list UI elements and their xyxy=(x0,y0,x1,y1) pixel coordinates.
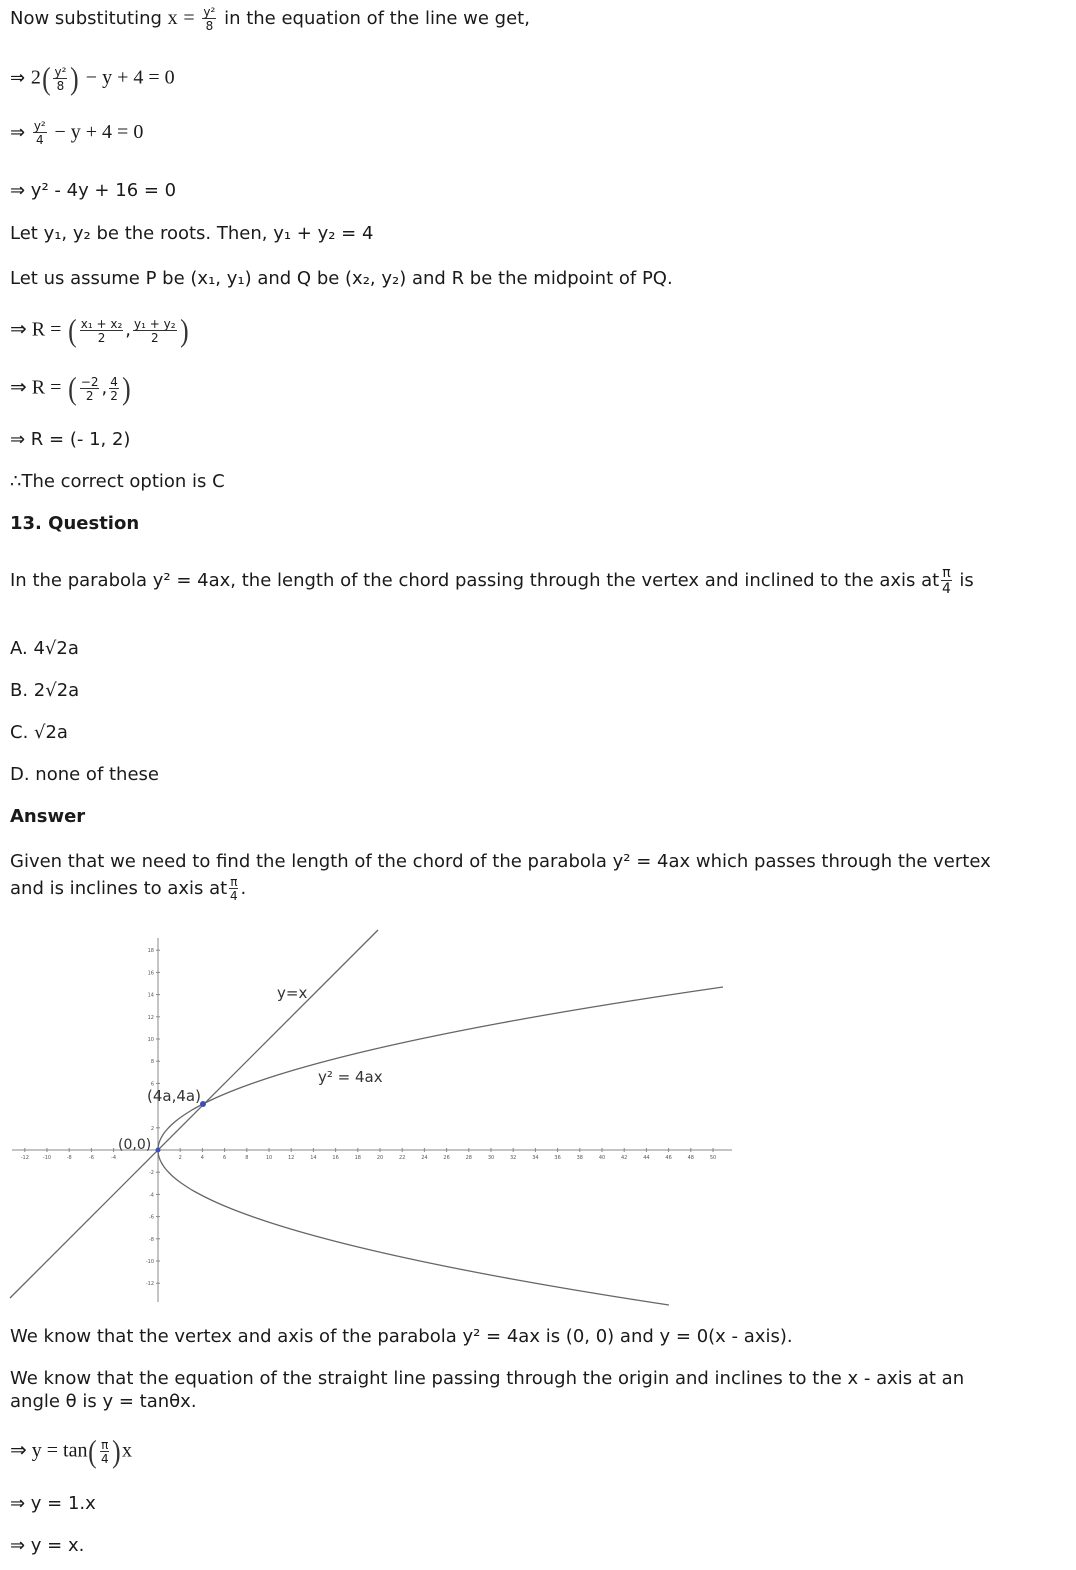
numerator: −2 xyxy=(80,374,99,389)
fraction xyxy=(133,318,177,344)
x-tick-label: 36 xyxy=(554,1155,561,1161)
x-tick-label: 32 xyxy=(510,1155,517,1161)
x-tick-label: 12 xyxy=(288,1155,295,1161)
implies-arrow: ⇒ xyxy=(10,122,26,143)
option-a: A. 4√2a xyxy=(10,638,79,659)
answer-paragraph: Given that we need to find the length of the chord of the parabola y² = 4ax which passes through the vertex xyxy=(10,851,991,872)
paren: ( xyxy=(68,370,77,406)
x-tick-label: -10 xyxy=(42,1155,52,1161)
text: and is inclines to axis at xyxy=(10,878,228,899)
x-tick-label: 18 xyxy=(354,1155,361,1161)
y-tick-label: 18 xyxy=(147,948,154,955)
implies-arrow: ⇒ xyxy=(10,67,26,89)
numerator: y² xyxy=(203,5,216,19)
fraction xyxy=(33,120,47,146)
denominator: 2 xyxy=(97,330,106,345)
fraction xyxy=(941,566,951,596)
x-tick-label: 22 xyxy=(399,1155,406,1161)
y-tick-label: 10 xyxy=(147,1037,154,1043)
fraction xyxy=(202,6,216,32)
text-line: Let y₁, y₂ be the roots. Then, y₁ + y₂ = 4 xyxy=(10,223,374,244)
numerator: π xyxy=(230,875,238,889)
label-point: (4a,4a) xyxy=(147,1087,201,1105)
midpoint-values: ⇒ R = ( $\frac{-2}{2}$ , $\frac{4}{2}$ ) xyxy=(10,370,131,406)
math-lhs: ⇒ R = xyxy=(10,376,62,399)
midpoint-formula: ⇒ R = ( $\frac{\text{x₁ + x₂}}{2}$ , $\frac{\text{y₁ + y₂}}{2}$ ) xyxy=(10,312,189,348)
denominator: 4 xyxy=(230,889,238,903)
equation-line: ⇒ y² - 4y + 16 = 0 xyxy=(10,180,177,201)
denominator: 2 xyxy=(85,388,94,403)
equation-line: ⇒ y = 1.x xyxy=(10,1493,96,1514)
numerator: x₁ + x₂ xyxy=(80,316,123,331)
x-tick-label: 4 xyxy=(200,1155,204,1161)
answer-paragraph: angle θ is y = tanθx. xyxy=(10,1391,197,1412)
numerator: π xyxy=(942,565,951,581)
numerator: 4 xyxy=(110,374,118,389)
math-rest: − y + 4 = 0 xyxy=(54,121,144,143)
x-tick-label: 44 xyxy=(643,1155,650,1161)
question-text xyxy=(10,566,974,596)
text: In the parabola y² = 4ax, the length of the chord passing through the vertex and inclined to the axis at xyxy=(10,570,940,591)
fraction xyxy=(53,66,67,92)
math-eq: = xyxy=(183,7,195,29)
y-tick-label: -6 xyxy=(149,1214,154,1221)
math-rhs: x xyxy=(122,1439,133,1462)
paren: ) xyxy=(121,370,131,406)
fraction xyxy=(229,876,238,902)
denominator: 4 xyxy=(35,133,44,147)
x-tick-label: 16 xyxy=(332,1155,339,1161)
option-b: B. 2√2a xyxy=(10,680,80,701)
equation-line: ⇒ y = x. xyxy=(10,1535,85,1556)
y-tick-label: 2 xyxy=(150,1125,154,1132)
question-heading xyxy=(10,513,139,534)
line-y-equals-x xyxy=(10,930,378,1298)
denominator: 4 xyxy=(941,581,951,597)
y-tick-label: -4 xyxy=(149,1192,154,1199)
numerator: y₁ + y₂ xyxy=(134,316,176,331)
x-tick-label: 14 xyxy=(310,1155,317,1161)
y-tick-label: -8 xyxy=(149,1236,154,1243)
equation-line xyxy=(10,60,175,97)
x-tick-label: 30 xyxy=(487,1155,495,1161)
conclusion-line: ∴The correct option is C xyxy=(10,471,225,492)
denominator: 8 xyxy=(205,19,214,33)
x-tick-label: 2 xyxy=(178,1155,182,1161)
paren: ) xyxy=(70,60,79,96)
option-d: D. none of these xyxy=(10,764,159,785)
denominator: 8 xyxy=(56,78,65,93)
text: . xyxy=(240,878,247,899)
origin-point xyxy=(156,1148,161,1153)
text: Now substituting xyxy=(10,8,162,29)
equation-line xyxy=(10,1433,132,1470)
numerator: y² xyxy=(54,64,67,79)
substitution-line xyxy=(10,6,530,32)
text: in the equation of the line we get, xyxy=(224,8,530,29)
fraction xyxy=(109,376,119,402)
x-tick-label: -8 xyxy=(66,1155,72,1161)
math-rest: − y + 4 = 0 xyxy=(85,66,175,89)
result-line: ⇒ R = (- 1, 2) xyxy=(10,429,131,450)
answer-paragraph xyxy=(10,876,246,902)
x-tick-label: 24 xyxy=(421,1155,428,1161)
x-tick-label: 28 xyxy=(465,1155,472,1161)
x-tick-label: 40 xyxy=(598,1155,606,1161)
x-tick-label: 6 xyxy=(223,1155,227,1161)
x-tick-label: 20 xyxy=(376,1155,384,1161)
denominator: 2 xyxy=(150,330,159,345)
y-tick-label: 14 xyxy=(147,992,154,999)
math-x: x xyxy=(167,7,178,29)
label-line: y=x xyxy=(277,984,308,1002)
parabola-graph xyxy=(0,920,1076,1315)
x-tick-label: 42 xyxy=(621,1155,628,1161)
y-tick-label: -10 xyxy=(145,1259,154,1265)
x-tick-label: 8 xyxy=(245,1155,249,1161)
denominator: 4 xyxy=(100,1451,109,1466)
heading-text: 13. Question xyxy=(10,513,140,534)
fraction xyxy=(80,318,124,344)
x-tick-label: 10 xyxy=(265,1155,273,1161)
label-parabola: y² = 4ax xyxy=(318,1068,383,1086)
answer-heading xyxy=(10,806,85,827)
label-origin: (0,0) xyxy=(118,1137,152,1153)
y-tick-label: 16 xyxy=(147,970,154,977)
x-tick-label: -12 xyxy=(20,1155,29,1161)
x-tick-label: 46 xyxy=(665,1155,672,1161)
y-tick-label: -2 xyxy=(149,1170,154,1177)
fraction xyxy=(100,1439,109,1465)
x-tick-label: -4 xyxy=(111,1155,117,1161)
x-tick-label: 50 xyxy=(709,1155,717,1161)
equation-line xyxy=(10,120,143,146)
y-tick-label: -12 xyxy=(145,1281,154,1288)
option-c: C. √2a xyxy=(10,722,68,743)
answer-paragraph: We know that the equation of the straight line passing through the origin and inclines to the x - axis at an xyxy=(10,1368,965,1389)
paren: ( xyxy=(88,1433,98,1469)
heading-text: Answer xyxy=(10,806,86,827)
text: is xyxy=(959,570,974,591)
y-tick-label: 12 xyxy=(147,1014,154,1021)
y-tick-label: 8 xyxy=(150,1059,154,1066)
x-tick-label: 26 xyxy=(443,1155,450,1161)
x-tick-label: 38 xyxy=(576,1155,583,1161)
y-tick-label: 6 xyxy=(150,1081,154,1088)
fraction xyxy=(80,376,100,402)
numerator: y² xyxy=(33,119,46,133)
answer-paragraph: We know that the vertex and axis of the parabola y² = 4ax is (0, 0) and y = 0(x - axis). xyxy=(10,1326,793,1347)
x-tick-label: 34 xyxy=(532,1155,539,1161)
denominator: 2 xyxy=(110,388,118,403)
math-lhs: ⇒ y = tan xyxy=(10,1439,88,1462)
paren: ) xyxy=(179,312,189,348)
x-tick-label: -6 xyxy=(88,1155,94,1161)
coefficient: 2 xyxy=(30,66,41,89)
parabola-curve xyxy=(158,987,723,1305)
paren: ) xyxy=(112,1433,121,1469)
paren: ( xyxy=(41,60,51,96)
numerator: π xyxy=(101,1437,109,1452)
x-tick-label: 48 xyxy=(687,1155,694,1161)
math-lhs: ⇒ R = xyxy=(10,318,62,341)
paren: ( xyxy=(68,312,77,348)
text-line: Let us assume P be (x₁, y₁) and Q be (x₂, y₂) and R be the midpoint of PQ. xyxy=(10,268,673,289)
